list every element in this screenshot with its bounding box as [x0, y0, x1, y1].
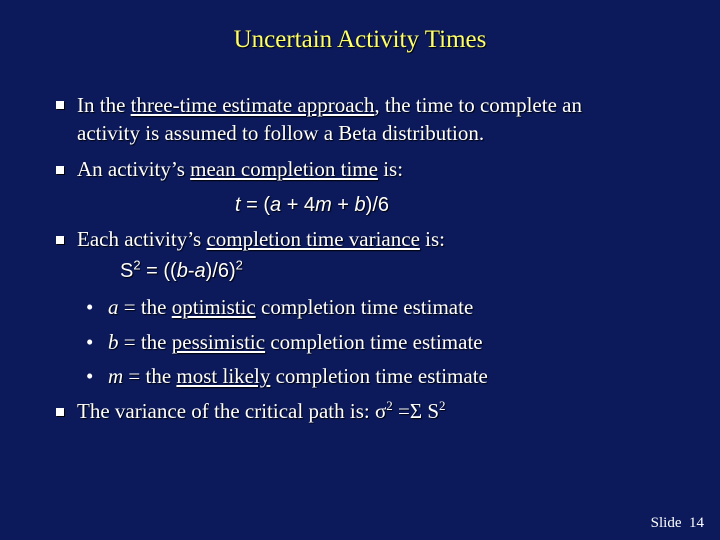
- sub-bullet-dot: •: [86, 330, 94, 354]
- bullet-3-line: [77, 227, 445, 252]
- sigma-symbol: σ: [374, 399, 387, 423]
- underlined-term: pessimistic: [171, 330, 266, 354]
- sub-bullet-optimistic: [108, 295, 473, 320]
- var-m: m: [315, 194, 332, 216]
- superscript: 2: [439, 398, 446, 413]
- var-b: b: [176, 260, 188, 282]
- superscript: 2: [235, 257, 243, 273]
- variance-equation: [120, 257, 243, 283]
- bullet-square: [56, 166, 64, 174]
- text: = ((: [140, 260, 177, 282]
- underlined-term: completion time variance: [206, 227, 420, 251]
- var-a: a: [194, 260, 206, 282]
- text: An activity’s: [77, 157, 191, 181]
- text: = the: [118, 330, 172, 354]
- var-b: b: [108, 330, 119, 354]
- bullet-square: [56, 236, 64, 244]
- text: = (: [240, 194, 271, 216]
- var-m: m: [108, 364, 124, 388]
- sub-bullet-pessimistic: [108, 330, 483, 355]
- sub-bullet-dot: •: [86, 295, 94, 319]
- slide-label: Slide: [650, 515, 682, 531]
- text: In the: [77, 93, 131, 117]
- sub-bullet-dot: •: [86, 364, 94, 388]
- bullet-1-line-1: [77, 93, 582, 118]
- var-s: S: [120, 260, 134, 282]
- text: Each activity’s: [77, 227, 207, 251]
- underlined-term: three-time estimate approach: [130, 93, 375, 117]
- var-t: t: [235, 194, 241, 216]
- var-a: a: [270, 194, 282, 216]
- sub-bullet-most-likely: [108, 364, 488, 389]
- slide-number: [651, 515, 704, 532]
- text: = the: [123, 364, 177, 388]
- text: completion time estimate: [265, 330, 483, 354]
- text: , the time to complete an: [374, 93, 582, 117]
- text: is:: [377, 157, 404, 181]
- mean-equation: [235, 194, 389, 217]
- bullet-2-line: [77, 157, 403, 182]
- text: The variance of the critical path is:: [77, 399, 375, 423]
- text: completion time estimate: [270, 364, 488, 388]
- superscript: 2: [133, 257, 141, 273]
- superscript: 2: [386, 398, 393, 413]
- text: +: [331, 194, 355, 216]
- text: =: [392, 399, 410, 423]
- slide-number-value: 14: [689, 515, 704, 531]
- slide-title: Uncertain Activity Times: [233, 26, 487, 53]
- text: -: [187, 260, 195, 282]
- text: completion time estimate: [255, 295, 474, 319]
- bullet-1-line-2: activity is assumed to follow a Beta distribution.: [77, 121, 485, 145]
- bullet-square: [56, 408, 64, 416]
- underlined-term: optimistic: [171, 295, 256, 319]
- var-a: a: [108, 295, 119, 319]
- bullet-4-line: [77, 399, 446, 424]
- var-s: S: [422, 399, 440, 423]
- var-b: b: [354, 194, 366, 216]
- summation-symbol: Σ: [409, 399, 423, 423]
- text: )/6): [205, 260, 236, 282]
- bullet-square: [56, 101, 64, 109]
- text: + 4: [281, 194, 316, 216]
- text: )/6: [365, 194, 389, 216]
- underlined-term: mean completion time: [190, 157, 378, 181]
- text: is:: [419, 227, 445, 251]
- underlined-term: most likely: [176, 364, 271, 388]
- text: = the: [118, 295, 172, 319]
